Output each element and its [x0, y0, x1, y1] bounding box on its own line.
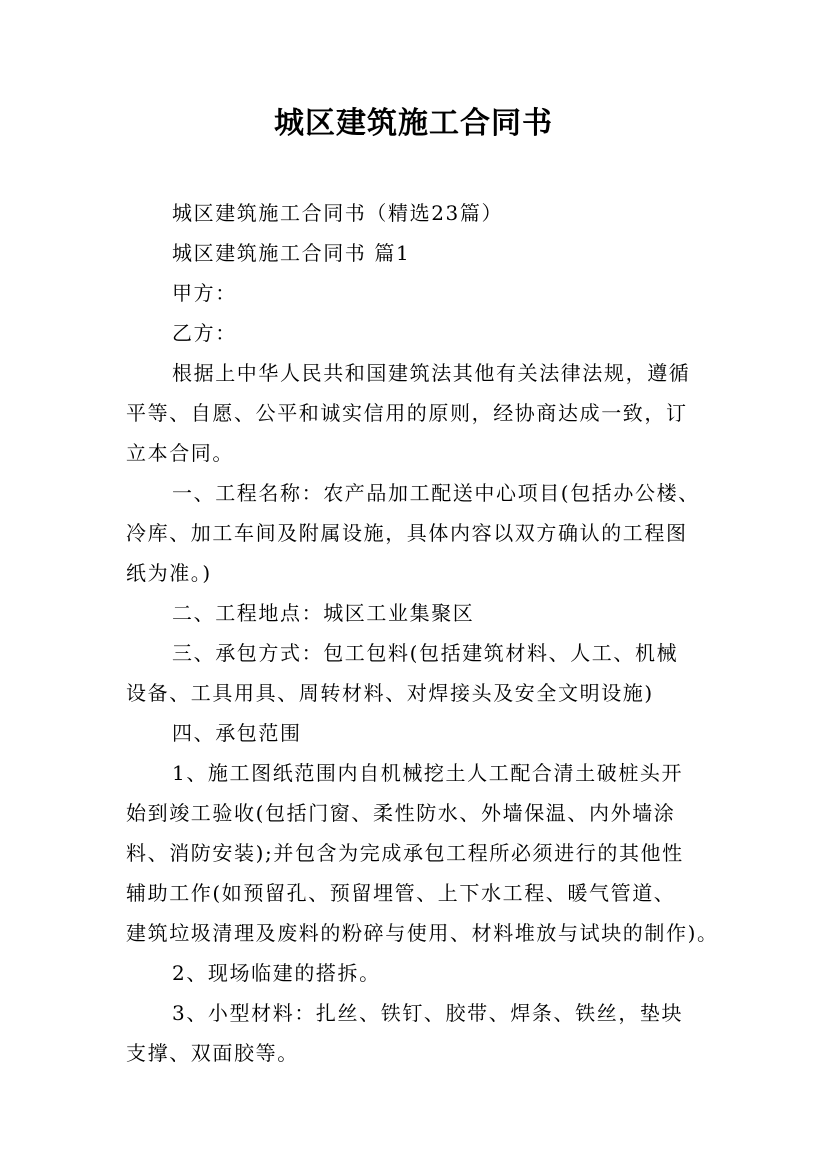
- body-line: 城区建筑施工合同书 篇1: [172, 241, 411, 265]
- body-line: 辅助工作(如预留孔、预留埋管、上下水工程、暖气管道、: [126, 881, 676, 905]
- document-title: 城区建筑施工合同书: [274, 106, 553, 141]
- body-line: 根据上中华人民共和国建筑法其他有关法律法规，遵循: [172, 361, 691, 385]
- body-line: 乙方：: [172, 321, 237, 345]
- body-line: 1、施工图纸范围内自机械挖土人工配合清土破桩头开: [172, 761, 684, 785]
- document-body: [126, 193, 719, 1073]
- body-line: 平等、自愿、公平和诚实信用的原则，经协商达成一致，订: [126, 401, 688, 425]
- body-line: 建筑垃圾清理及废料的粉碎与使用、材料堆放与试块的制作)。: [126, 921, 719, 945]
- body-line: 一、工程名称：农产品加工配送中心项目(包括办公楼、: [172, 481, 700, 505]
- body-line: 纸为准。): [126, 561, 212, 585]
- body-line: 设备、工具用具、周转材料、对焊接头及安全文明设施): [126, 681, 654, 705]
- body-line: 冷库、加工车间及附属设施，具体内容以双方确认的工程图: [126, 521, 688, 545]
- body-line: 2、现场临建的搭拆。: [172, 961, 381, 985]
- body-line: 料、消防安装);并包含为完成承包工程所必须进行的其他性: [126, 841, 684, 865]
- body-line: 始到竣工验收(包括门窗、柔性防水、外墙保温、内外墙涂: [126, 801, 676, 825]
- body-line: 城区建筑施工合同书（精选23篇）: [172, 201, 504, 225]
- body-line: 立本合同。: [126, 441, 234, 465]
- body-line: 甲方：: [172, 281, 237, 305]
- body-line: 3、小型材料：扎丝、铁钉、胶带、焊条、铁丝，垫块: [172, 1001, 684, 1025]
- body-line: 四、承包范围: [172, 721, 302, 745]
- body-line: 支撑、双面胶等。: [126, 1041, 299, 1065]
- body-line: 二、工程地点：城区工业集聚区: [172, 601, 475, 625]
- body-line: 三、承包方式：包工包料(包括建筑材料、人工、机械: [172, 641, 679, 665]
